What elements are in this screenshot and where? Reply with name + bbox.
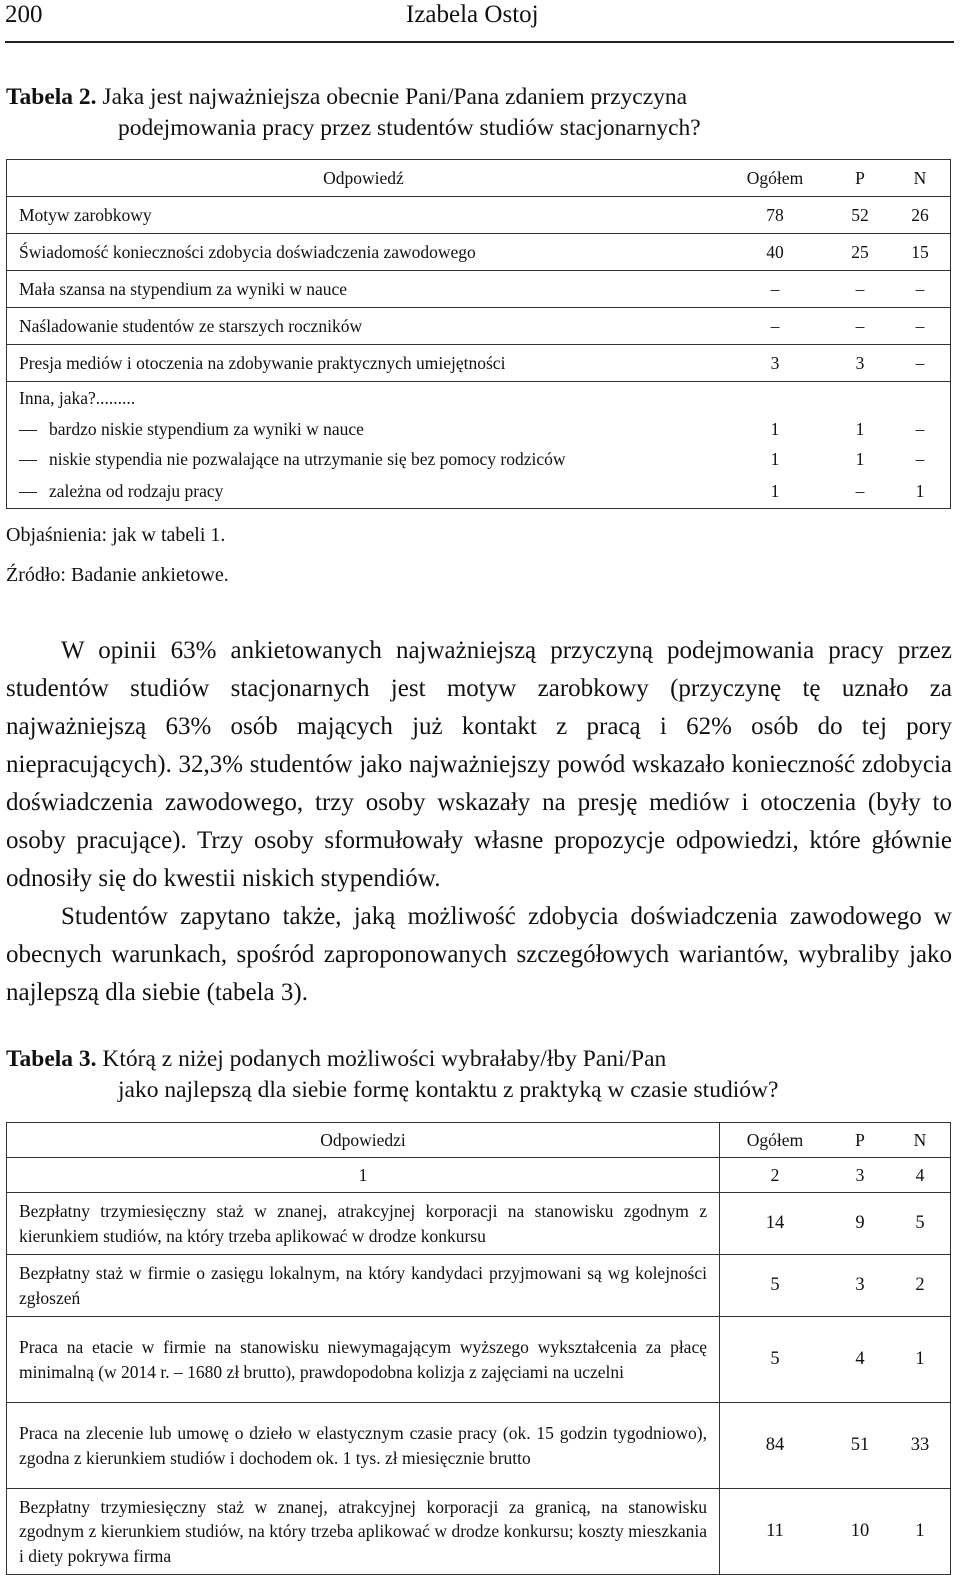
option-label: Praca na etacie w firmie na stanowisku niewymagającym wyższego wykształcenia za płacę minimalną (w 2014 r. – 1680 zł brutto), prawdopodobna kolizja z zajęciami na uczelni (7, 1317, 720, 1403)
cell-n: – (915, 418, 925, 439)
author-name: Izabela Ostoj (406, 1, 539, 28)
table2-caption (6, 82, 701, 144)
option-label: Bezpłatny trzymiesięczny staż w znanej, atrakcyjnej korporacji na stanowisku zgodnym z kierunkiem studiów, na który trzeba aplikować w drodze konkursu (7, 1193, 720, 1255)
cell-n: 1 (915, 1521, 925, 1541)
running-header (0, 0, 960, 45)
cell-p: 4 (830, 1317, 890, 1403)
table3-column-numbers-row (7, 1158, 951, 1193)
cell-total: 14 (720, 1193, 831, 1255)
dash-mark (19, 492, 37, 493)
table-row-other (7, 382, 951, 415)
table-row (7, 234, 951, 271)
table-row (7, 308, 951, 345)
table-row (7, 271, 951, 308)
cell-total: 1 (770, 418, 780, 439)
page-number: 200 (5, 1, 43, 28)
table2-caption-line1: Jaka jest najważniejsza obecnie Pani/Pana zdaniem przyczyna (102, 84, 688, 110)
header-rule (5, 41, 954, 43)
table-row (7, 1317, 951, 1403)
cell-p: 1 (855, 448, 865, 469)
dash-mark (19, 460, 37, 461)
subitem-label: bardzo niskie stypendium za wyniki w nauce (49, 418, 364, 439)
cell-n: 33 (890, 1403, 951, 1489)
dash-mark (19, 430, 37, 431)
cell-total: 1 (770, 480, 780, 501)
table2-header-row (7, 160, 951, 197)
cell-n: 1 (890, 1317, 951, 1403)
cell-n: 5 (890, 1193, 951, 1255)
row-label: Motyw zarobkowy (7, 197, 721, 234)
cell-n: 26 (890, 197, 951, 234)
table2-header-n: N (890, 160, 951, 197)
subitem-cell (7, 474, 721, 509)
cell-p: 9 (830, 1193, 890, 1255)
cell-p: 1 (855, 418, 865, 439)
subitem-label: niskie stypendia nie pozwalające na utrzymanie się bez pomocy rodziców (49, 448, 566, 469)
body-paragraph: W opinii 63% ankietowanych najważniejszą przyczyną podejmowania pracy przez studentów studiów stacjonarnych jest motyw zarobkowy (przyczynę tę uznało za najważniejszą 63% osób mających już kontakt z pracą i 62% osób do tej pory niepracujących). 32,3% studentów jako najważniejszy powód wskazało konieczność zdobycia doświadczenia zawodowego, trzy osoby wskazały na presję mediów i otoczenia (były to osoby pracujące). Trzy osoby sformułowały własne propozycje odpowiedzi, które głównie odnosiły się do kwestii niskich stypendiów. (6, 637, 952, 892)
table-row (7, 1489, 951, 1575)
option-label: Bezpłatny staż w firmie o zasięgu lokalnym, na który kandydaci przyjmowani są wg kolejności zgłoszeń (7, 1255, 720, 1317)
cell-total: – (720, 271, 830, 308)
table-row (7, 1403, 951, 1489)
subitem-cell (7, 414, 721, 444)
table2-note: Objaśnienia: jak w tabeli 1. (6, 524, 226, 546)
subitem-cell (7, 444, 721, 474)
table3-header-row (7, 1123, 951, 1158)
cell-p: 10 (850, 1521, 870, 1541)
cell-p: 51 (830, 1403, 890, 1489)
table3-caption-line1: Którą z niżej podanych możliwości wybrałaby/łby Pani/Pan (102, 1046, 667, 1072)
row-label: Świadomość konieczności zdobycia doświadczenia zawodowego (7, 234, 721, 271)
cell-p: 3 (830, 345, 890, 382)
cell-p: – (830, 271, 890, 308)
row-label-other: Inna, jaka?......... (19, 387, 136, 408)
table3-caption (6, 1044, 778, 1106)
cell-p: – (830, 308, 890, 345)
table2-caption-label: Tabela 2. (6, 84, 97, 110)
cell-n: 15 (890, 234, 951, 271)
table3-header-total: Ogółem (720, 1123, 831, 1158)
table3-caption-line2: jako najlepszą dla siebie formę kontaktu z praktyką w czasie studiów? (118, 1077, 779, 1103)
option-label: Praca na zlecenie lub umowę o dzieło w elastycznym czasie pracy (ok. 15 godzin tygodniowo), zgodna z kierunkiem studiów i dochodem ok. 1 tys. zł miesięcznie brutto (7, 1403, 720, 1489)
option-label: Bezpłatny trzymiesięczny staż w znanej, atrakcyjnej korporacji za granicą, na stanowisku zgodnym z kierunkiem studiów, na który trzeba aplikować w drodze konkursu; koszty mieszkania i diety pokrywa firma (7, 1489, 720, 1575)
cell-total: 84 (720, 1403, 831, 1489)
table2-caption-line2: podejmowania pracy przez studentów studiów stacjonarnych? (118, 115, 701, 141)
table-row (7, 1193, 951, 1255)
table-row (7, 1255, 951, 1317)
cell-p: 3 (830, 1255, 890, 1317)
cell-total: – (720, 308, 830, 345)
table-row-subitem (7, 474, 951, 509)
table2-header-answer: Odpowiedź (7, 160, 721, 197)
table-row-subitem (7, 414, 951, 444)
table2-header-total: Ogółem (720, 160, 830, 197)
cell-p: 52 (830, 197, 890, 234)
cell-total: 11 (766, 1521, 784, 1541)
table2-source: Źródło: Badanie ankietowe. (6, 564, 229, 586)
cell-total: 5 (720, 1255, 831, 1317)
cell-total: 40 (720, 234, 830, 271)
cell-total: 1 (770, 448, 780, 469)
column-number: 2 (720, 1158, 831, 1193)
table3-header-answers: Odpowiedzi (7, 1123, 720, 1158)
subitem-label: zależna od rodzaju pracy (49, 480, 224, 501)
row-label: Naśladowanie studentów ze starszych roczników (7, 308, 721, 345)
column-number: 1 (7, 1158, 720, 1193)
table3-caption-label: Tabela 3. (6, 1046, 97, 1072)
table3-header-n: N (890, 1123, 951, 1158)
row-label: Mała szansa na stypendium za wyniki w nauce (7, 271, 721, 308)
table2-header-p: P (830, 160, 890, 197)
cell-n: – (915, 448, 925, 469)
column-number: 3 (830, 1158, 890, 1193)
table-row-subitem (7, 444, 951, 474)
cell-p: – (855, 480, 865, 501)
cell-n: 1 (915, 480, 925, 501)
body-text (6, 632, 952, 1012)
table3 (6, 1122, 951, 1575)
table2 (6, 159, 951, 509)
cell-n: – (890, 308, 951, 345)
cell-total: 3 (720, 345, 830, 382)
table3-header-p: P (830, 1123, 890, 1158)
column-number: 4 (890, 1158, 951, 1193)
cell-n: – (890, 271, 951, 308)
cell-n: – (890, 345, 951, 382)
cell-p: 25 (830, 234, 890, 271)
body-paragraph: Studentów zapytano także, jaką możliwość zdobycia doświadczenia zawodowego w obecnych warunkach, spośród zaproponowanych szczegółowych wariantów, wybraliby jako najlepszą dla siebie (tabela 3). (6, 903, 952, 1006)
cell-total: 5 (720, 1317, 831, 1403)
row-label: Presja mediów i otoczenia na zdobywanie praktycznych umiejętności (7, 345, 721, 382)
cell-total: 78 (720, 197, 830, 234)
table-row (7, 197, 951, 234)
cell-n: 2 (890, 1255, 951, 1317)
table-row (7, 345, 951, 382)
